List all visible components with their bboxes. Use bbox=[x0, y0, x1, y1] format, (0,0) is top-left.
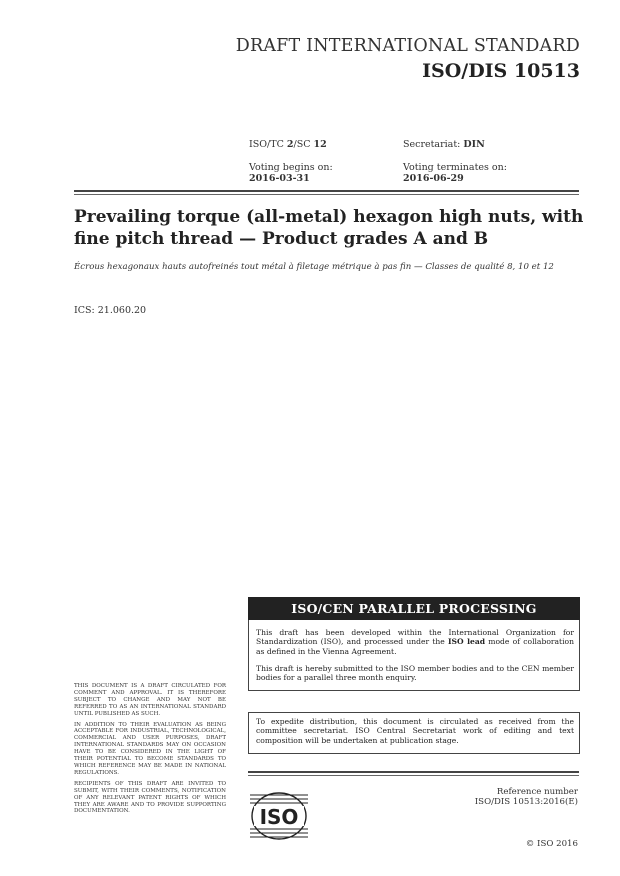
para1-text-bold: ISO lead bbox=[448, 637, 486, 647]
voting-begins-date: 2016-03-31 bbox=[249, 173, 310, 184]
disclaimer-para-2: IN ADDITION TO THEIR EVALUATION AS BEING ACCEPTABLE FOR INDUSTRIAL, TECHNOLOGICAL, COMMERCIAL AND USER PURPOSES, DRAFT INTERNATIONAL STANDARDS MAY ON OCCASION HAVE TO BE CONSIDERED IN THE LIGHT OF THEIR POTENTIAL TO BECOME STANDARDS TO WHICH REFERENCE MAY BE MADE IN NATIONAL REGULATIONS. bbox=[74, 721, 226, 776]
iso-logo-text: ISO bbox=[259, 805, 299, 829]
document-id: ISO/DIS 10513 bbox=[422, 60, 580, 82]
reference-rule bbox=[248, 771, 579, 773]
reference-label: Reference number bbox=[496, 787, 578, 797]
parallel-processing-heading: ISO/CEN PARALLEL PROCESSING bbox=[248, 597, 580, 620]
header-rule-thin bbox=[74, 194, 579, 195]
draft-disclaimer bbox=[74, 683, 226, 819]
iso-logo bbox=[248, 790, 310, 842]
copyright: © ISO 2016 bbox=[525, 839, 578, 849]
para1-text-b: mode of collaboration as defined in the Vienna Agreement. bbox=[256, 637, 574, 656]
parallel-processing-para2: This draft is hereby submitted to the ISO member bodies and to the CEN member bodies for a parallel three month enquiry. bbox=[256, 664, 574, 683]
document-type: DRAFT INTERNATIONAL STANDARD bbox=[235, 36, 580, 56]
header-rule bbox=[74, 190, 579, 192]
voting-terminates bbox=[403, 162, 507, 184]
committee bbox=[249, 139, 327, 150]
reference-number: ISO/DIS 10513:2016(E) bbox=[474, 797, 578, 807]
sc-number: 12 bbox=[313, 139, 327, 150]
voting-begins bbox=[249, 162, 333, 184]
document-title: Prevailing torque (all-metal) hexagon high nuts, with fine pitch thread — Product grades A and B bbox=[74, 207, 584, 249]
reference-rule-thin bbox=[248, 775, 579, 776]
disclaimer-para-1: THIS DOCUMENT IS A DRAFT CIRCULATED FOR COMMENT AND APPROVAL. IT IS THEREFORE SUBJECT TO CHANGE AND MAY NOT BE REFERRED TO AS AN INTERNATIONAL STANDARD UNTIL PUBLISHED AS SUCH. bbox=[74, 683, 226, 717]
expedite-note: To expedite distribution, this document is circulated as received from the committee secretariat. ISO Central Secretariat work of editing and text composition will be undertaken at publication stage. bbox=[256, 717, 574, 745]
document-title-french: Écrous hexagonaux hauts autofreinés tout métal à filetage métrique à pas fin — Classes de qualité 8, 10 et 12 bbox=[74, 262, 554, 272]
para1-text-a: This draft has been developed within the International Organization for Standardization (ISO), and processed under the bbox=[256, 628, 574, 647]
committee-prefix: ISO/TC bbox=[249, 139, 287, 150]
voting-terminates-date: 2016-06-29 bbox=[403, 173, 464, 184]
tc-number: 2 bbox=[286, 139, 294, 150]
disclaimer-para-3: RECIPIENTS OF THIS DRAFT ARE INVITED TO SUBMIT, WITH THEIR COMMENTS, NOTIFICATION OF ANY RELEVANT PATENT RIGHTS OF WHICH THEY ARE AWARE AND TO PROVIDE SUPPORTING DOCUMENTATION. bbox=[74, 780, 226, 815]
voting-begins-label: Voting begins on: bbox=[249, 162, 333, 173]
secretariat bbox=[403, 139, 485, 150]
secretariat-label: Secretariat: bbox=[403, 139, 464, 150]
ics-code: ICS: 21.060.20 bbox=[74, 305, 147, 316]
voting-terminates-label: Voting terminates on: bbox=[403, 162, 507, 173]
sc-prefix: /SC bbox=[293, 139, 314, 150]
parallel-processing-para1 bbox=[256, 628, 574, 656]
secretariat-value: DIN bbox=[463, 139, 485, 150]
